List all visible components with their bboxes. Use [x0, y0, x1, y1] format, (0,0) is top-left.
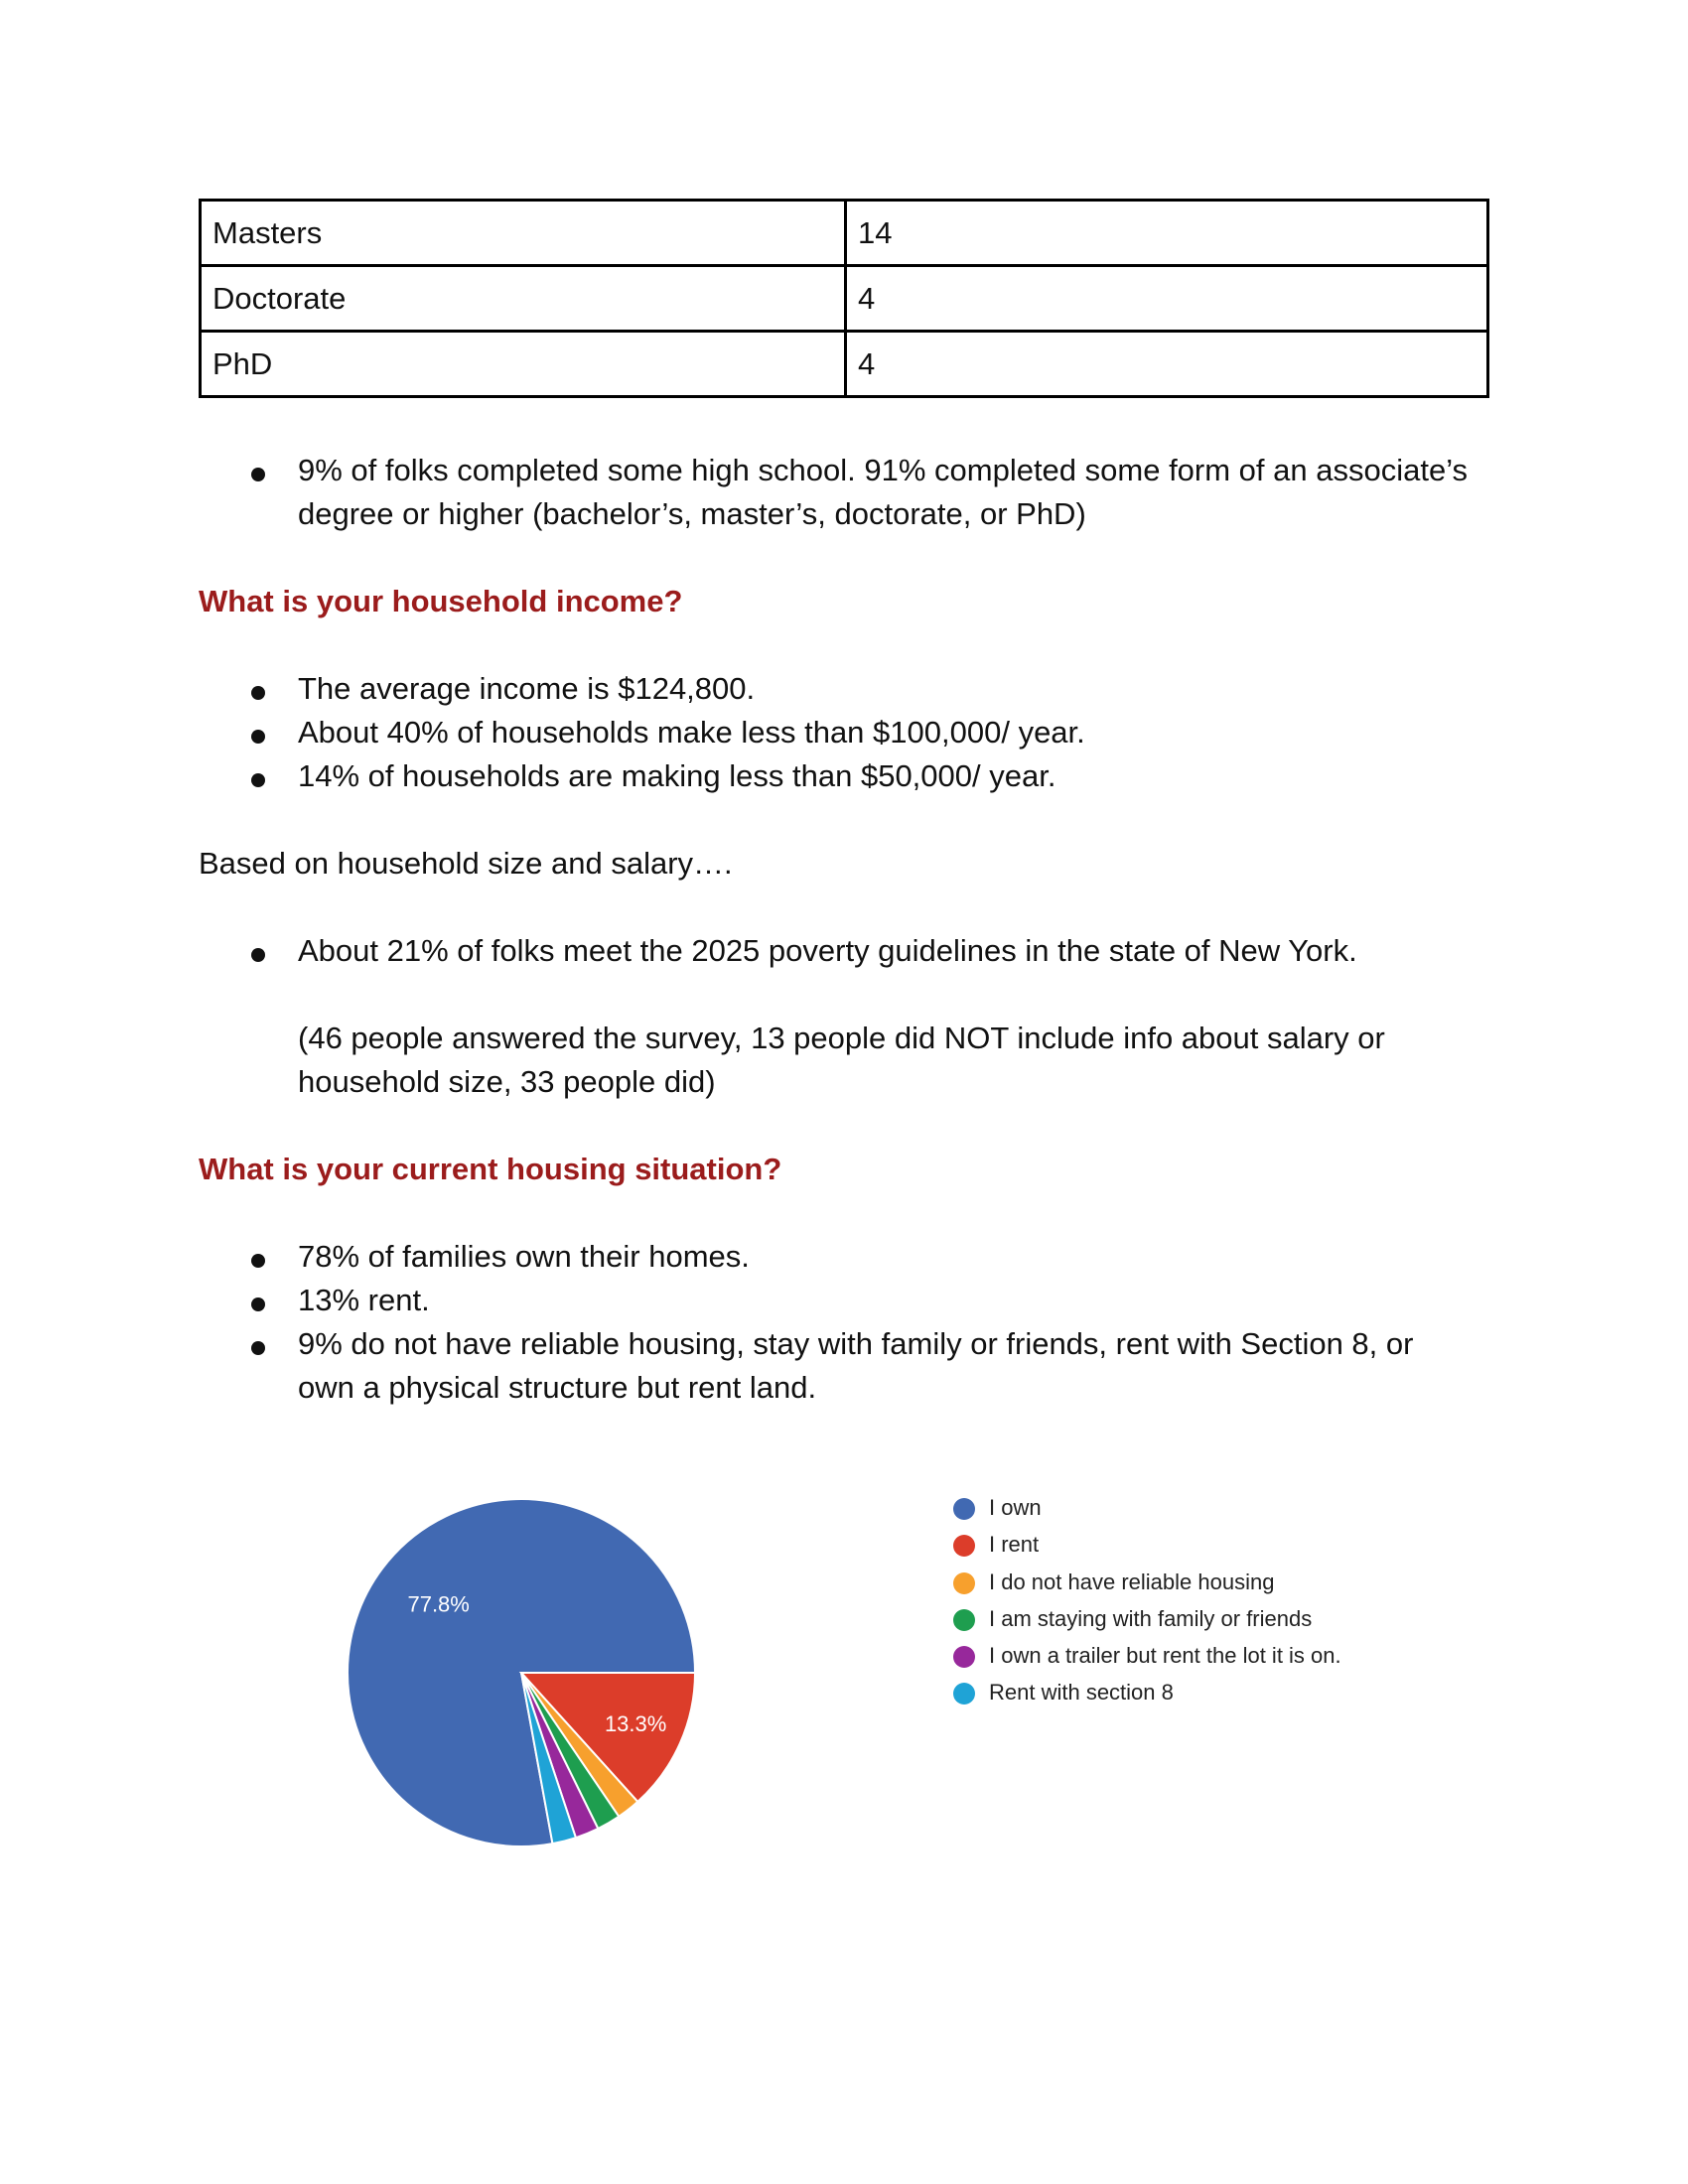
education-bullet-list — [0, 449, 1470, 536]
bullet-dot-icon — [251, 730, 265, 744]
poverty-bullet-list — [0, 929, 1470, 973]
legend-label: I do not have reliable housing — [989, 1569, 1275, 1594]
list-item: 13% rent. — [0, 1279, 1470, 1322]
bullet-dot-icon — [251, 1254, 265, 1268]
bullet-dot-icon — [251, 773, 265, 787]
legend-swatch-icon — [953, 1535, 975, 1557]
list-item: 9% do not have reliable housing, stay with family or friends, rent with Section 8, or own a physical structure but rent land. — [0, 1322, 1470, 1410]
legend-label: I own a trailer but rent the lot it is on. — [989, 1643, 1341, 1669]
legend-label: I own — [989, 1495, 1042, 1520]
table-cell: PhD — [201, 332, 846, 397]
pie-data-label: 13.3% — [604, 1711, 667, 1737]
legend-swatch-icon — [953, 1646, 975, 1668]
bullet-dot-icon — [251, 686, 265, 700]
legend-item — [953, 1604, 1341, 1641]
housing-pie-chart — [338, 1489, 705, 1856]
housing-bullet-list — [0, 1235, 1470, 1410]
legend-label: I rent — [989, 1532, 1040, 1558]
legend-item — [953, 1530, 1341, 1567]
list-item: The average income is $124,800. — [0, 667, 1470, 711]
chart-legend — [953, 1493, 1341, 1715]
bullet-dot-icon — [251, 468, 265, 481]
list-item: 14% of households are making less than $50,000/ year. — [0, 754, 1470, 798]
table-cell: Doctorate — [201, 266, 846, 332]
poverty-note: (46 people answered the survey, 13 people did NOT include info about salary or household size, 33 people did) — [298, 1021, 1385, 1099]
legend-item — [953, 1568, 1341, 1604]
table-cell: Masters — [201, 201, 846, 266]
table-row — [201, 332, 1488, 397]
table-row — [201, 266, 1488, 332]
legend-swatch-icon — [953, 1609, 975, 1631]
legend-label: Rent with section 8 — [989, 1680, 1174, 1706]
legend-swatch-icon — [953, 1572, 975, 1594]
list-item: 78% of families own their homes. — [0, 1235, 1470, 1279]
list-item: 9% of folks completed some high school. 91% completed some form of an associate’s degree or higher (bachelor’s, master’s, doctorate, or PhD) — [0, 449, 1470, 536]
legend-swatch-icon — [953, 1498, 975, 1520]
degree-table — [199, 199, 1489, 398]
list-item: About 21% of folks meet the 2025 poverty guidelines in the state of New York. — [0, 929, 1470, 973]
legend-swatch-icon — [953, 1683, 975, 1705]
table-cell: 14 — [846, 201, 1488, 266]
income-bullet-list — [0, 667, 1470, 798]
legend-item — [953, 1678, 1341, 1714]
table-cell: 4 — [846, 266, 1488, 332]
housing-heading: What is your current housing situation? — [199, 1152, 782, 1186]
legend-item — [953, 1641, 1341, 1678]
bullet-dot-icon — [251, 948, 265, 962]
income-heading: What is your household income? — [199, 584, 683, 618]
bullet-dot-icon — [251, 1297, 265, 1311]
legend-label: I am staying with family or friends — [989, 1605, 1313, 1631]
list-item: About 40% of households make less than $100,000/ year. — [0, 711, 1470, 754]
bullet-dot-icon — [251, 1341, 265, 1355]
table-row — [201, 201, 1488, 266]
income-intro: Based on household size and salary…. — [199, 846, 733, 881]
pie-data-label: 77.8% — [407, 1591, 470, 1617]
table-cell: 4 — [846, 332, 1488, 397]
legend-item — [953, 1493, 1341, 1530]
